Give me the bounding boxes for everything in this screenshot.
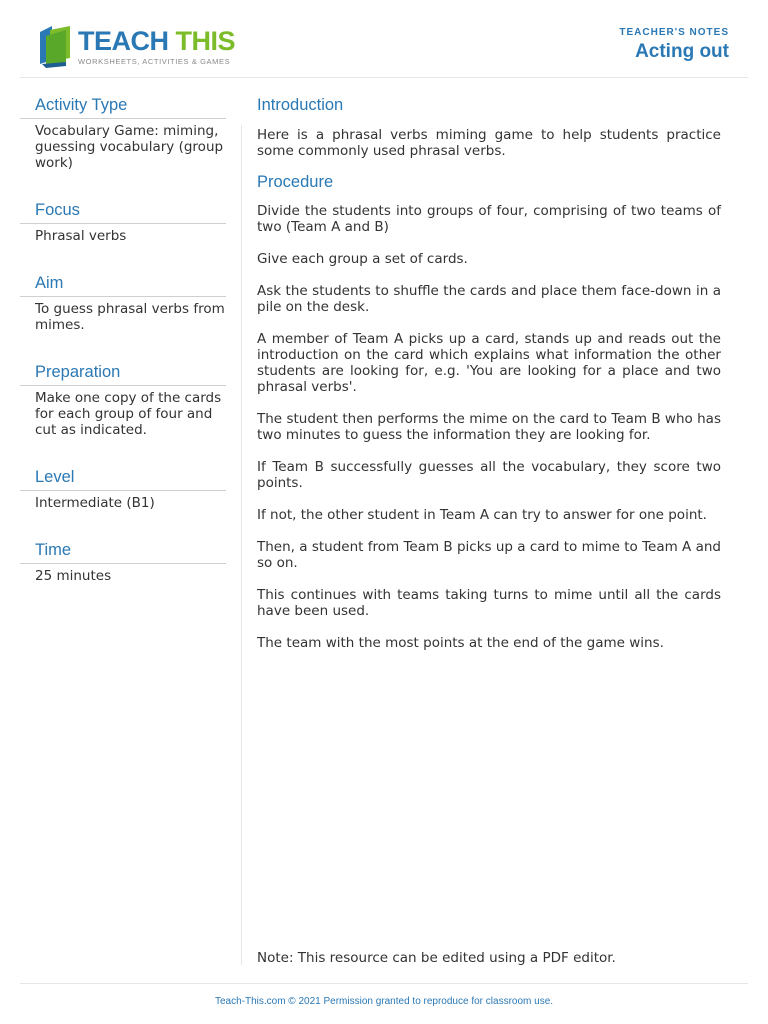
introduction-text: Here is a phrasal verbs miming game to help students practice some commonly used phrasal verbs. bbox=[257, 127, 721, 159]
procedure-step: Give each group a set of cards. bbox=[257, 251, 468, 267]
page-title: Acting out bbox=[635, 41, 729, 62]
sidebar-heading: Preparation bbox=[35, 363, 121, 381]
sidebar-heading: Activity Type bbox=[35, 96, 128, 114]
book-icon bbox=[36, 24, 76, 68]
footer-divider bbox=[20, 983, 748, 984]
procedure-step: If not, the other student in Team A can try to answer for one point. bbox=[257, 507, 707, 523]
sidebar-heading: Level bbox=[35, 468, 75, 486]
editor-note: Note: This resource can be edited using a PDF editor. bbox=[257, 950, 616, 966]
sidebar-heading: Aim bbox=[35, 274, 64, 292]
sidebar-section-level bbox=[20, 465, 226, 511]
procedure-step: This continues with teams taking turns to mime until all the cards have been used. bbox=[257, 587, 721, 619]
column-divider bbox=[241, 125, 242, 965]
sidebar-section-aim bbox=[20, 271, 226, 333]
sidebar-heading: Time bbox=[35, 541, 72, 559]
header-right bbox=[619, 27, 729, 63]
sidebar bbox=[20, 93, 226, 584]
sidebar-section-time bbox=[20, 538, 226, 584]
sidebar-text: Make one copy of the cards for each group of four and cut as indicated. bbox=[35, 390, 222, 438]
main-content bbox=[257, 93, 721, 651]
sidebar-heading: Focus bbox=[35, 201, 80, 219]
sidebar-text: Vocabulary Game: miming, guessing vocabulary (group work) bbox=[35, 123, 224, 171]
logo-this: THIS bbox=[175, 26, 236, 56]
sidebar-section-preparation bbox=[20, 360, 226, 438]
procedure-step: A member of Team A picks up a card, stands up and reads out the introduction on the card which explains what information the other students are looking for, e.g. 'You are looking for a place and two phrasal verbs'. bbox=[257, 331, 721, 395]
logo-tagline: WORKSHEETS, ACTIVITIES & GAMES bbox=[78, 57, 231, 66]
sidebar-text: Intermediate (B1) bbox=[35, 495, 155, 511]
teach-this-logo bbox=[36, 24, 236, 68]
header-divider bbox=[20, 77, 748, 78]
procedure-step: Divide the students into groups of four, comprising of two teams of two (Team A and B) bbox=[257, 203, 721, 235]
sidebar-text: To guess phrasal verbs from mimes. bbox=[35, 301, 225, 333]
procedure-step: The student then performs the mime on the card to Team B who has two minutes to guess the information they are looking for. bbox=[257, 411, 721, 443]
procedure-heading: Procedure bbox=[257, 173, 334, 191]
introduction-heading: Introduction bbox=[257, 96, 344, 114]
footer-copyright: Teach-This.com © 2021 Permission granted to reproduce for classroom use. bbox=[214, 996, 554, 1007]
sidebar-section-focus bbox=[20, 198, 226, 244]
logo-wordmark bbox=[78, 26, 235, 56]
procedure-step: If Team B successfully guesses all the vocabulary, they score two points. bbox=[257, 459, 721, 491]
sidebar-text: 25 minutes bbox=[35, 568, 112, 584]
logo-teach: TEACH bbox=[78, 26, 169, 56]
notes-label: TEACHER'S NOTES bbox=[619, 27, 729, 38]
procedure-step: The team with the most points at the end of the game wins. bbox=[257, 635, 664, 651]
procedure-step: Then, a student from Team B picks up a card to mime to Team A and so on. bbox=[257, 539, 721, 571]
sidebar-text: Phrasal verbs bbox=[35, 228, 127, 244]
procedure-step: Ask the students to shuffle the cards and place them face-down in a pile on the desk. bbox=[257, 283, 721, 315]
sidebar-section-activity-type bbox=[20, 93, 226, 171]
